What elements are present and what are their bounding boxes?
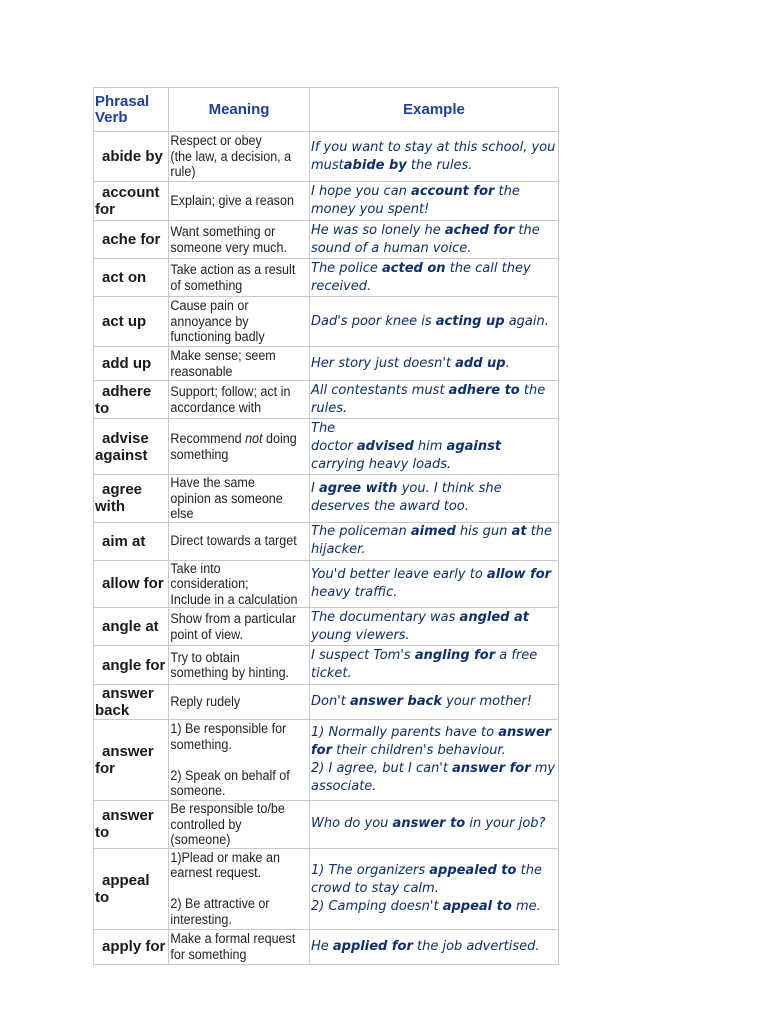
table-row [94, 419, 559, 475]
meaning-text: Recommend [169, 431, 245, 446]
meaning-line: (the law, a decision, a rule) [169, 148, 291, 180]
example-cell [310, 381, 559, 419]
table-row [94, 560, 559, 608]
example-sentence [311, 862, 557, 898]
meaning-cell [169, 182, 300, 221]
phrasal-verb-text: answer [102, 807, 154, 825]
example-cell [310, 848, 559, 929]
table-row [94, 297, 559, 347]
meaning-line: Cause pain or annoyance by functioning badly [169, 298, 265, 345]
example-text: doctor [311, 438, 357, 454]
table-row [94, 720, 559, 801]
example-phrasal-verb: applied for [332, 938, 413, 954]
meaning-cell [169, 720, 300, 801]
meaning-cell [169, 685, 300, 720]
phrasal-verb-text: answer [102, 685, 154, 702]
example-text: a free ticket. [311, 648, 538, 681]
example-cell [310, 801, 559, 849]
meaning-line: Support; follow; act in accordance with [169, 384, 290, 415]
example-phrasal-verb: answer back [350, 694, 442, 709]
meaning-cell [169, 522, 300, 560]
table-row [94, 646, 559, 685]
example-text: The [311, 420, 336, 436]
meaning-cell [169, 475, 300, 523]
example-text: the hijacker. [311, 524, 553, 557]
table-row [94, 381, 559, 419]
example-sentence [311, 382, 557, 418]
example-sentence [311, 724, 557, 760]
meaning-line: 1)Plead or make an earnest request. [169, 849, 280, 881]
meaning-line: Show from a particular point of view. [169, 611, 296, 642]
example-phrasal-verb: allow for [486, 566, 552, 582]
meaning-line [170, 431, 298, 462]
table-row [94, 608, 559, 646]
example-text: in your job? [465, 816, 546, 832]
table-body [94, 132, 559, 965]
example-phrasal-verb: at [511, 524, 527, 539]
meaning-cell [169, 848, 300, 929]
example-text: his gun [455, 524, 512, 539]
phrasal-verb-cell [94, 685, 169, 720]
example-text: Dad's poor knee is [311, 313, 436, 329]
meaning-emphasis: not [244, 431, 263, 446]
phrasal-verb-cell [94, 221, 169, 259]
example-phrasal-verb: advised [356, 438, 414, 454]
phrasal-verb-text: allow for [102, 575, 164, 593]
phrasal-verb-text: to [95, 824, 110, 842]
header-row [94, 88, 559, 132]
example-text: I hope you can [311, 184, 412, 199]
example-sentence [311, 938, 557, 956]
example-cell [310, 929, 559, 964]
phrasal-verb-cell [94, 522, 169, 560]
meaning-cell [169, 929, 300, 964]
example-sentence [311, 438, 557, 474]
meaning-cell [169, 560, 300, 608]
example-text: the rules. [311, 382, 546, 416]
example-phrasal-verb: against [446, 438, 502, 454]
phrasal-verb-text: for [95, 760, 115, 777]
example-text: If you want to stay at this school, you must [311, 139, 556, 173]
example-phrasal-verb: answer to [392, 816, 466, 832]
phrasal-verb-text: advise [102, 429, 149, 447]
meaning-line: Direct towards a target [169, 533, 297, 549]
example-text: Her story just doesn't [311, 355, 456, 371]
example-phrasal-verb: appeal to [442, 898, 512, 914]
meaning-line: 1) Be responsible for something. [169, 721, 286, 752]
example-text: the call they received. [311, 260, 531, 294]
phrasal-verb-text: act on [102, 269, 147, 286]
phrasal-verb-cell [94, 608, 169, 646]
meaning-cell [169, 646, 300, 685]
meaning-line: 2) Speak on behalf of someone. [169, 767, 290, 799]
example-text: you. I think she deserves the award too. [311, 481, 502, 515]
example-phrasal-verb: adhere to [448, 382, 520, 398]
example-text: I suspect Tom's [311, 648, 415, 663]
example-cell [310, 720, 559, 801]
example-cell [310, 522, 559, 560]
example-phrasal-verb: aimed [410, 524, 456, 539]
table-row [94, 801, 559, 849]
example-cell [310, 221, 559, 259]
example-text: young viewers. [311, 627, 410, 643]
phrasal-verb-text: to [95, 399, 110, 417]
phrasal-verb-cell [94, 475, 169, 523]
phrasal-verb-cell [94, 259, 169, 297]
example-text: The policeman [311, 524, 411, 539]
example-text: He [311, 938, 333, 954]
phrasal-verb-cell [94, 560, 169, 608]
meaning-cell [169, 801, 300, 849]
example-cell [310, 182, 559, 221]
meaning-line: Take into consideration; [169, 560, 249, 591]
example-text: their children's behaviour. [332, 743, 506, 758]
example-sentence [311, 760, 557, 796]
phrasal-verb-text: against [95, 446, 148, 464]
meaning-text: doing something [169, 431, 297, 462]
phrasal-verb-text: for [95, 201, 115, 218]
phrasal-verb-cell [94, 848, 169, 929]
example-sentence [311, 355, 557, 373]
example-cell [310, 475, 559, 523]
example-text: Who do you [311, 816, 393, 832]
phrasal-verb-text: appeal [102, 871, 150, 889]
phrasal-verb-text: answer [102, 743, 154, 760]
meaning-line [170, 752, 298, 768]
example-phrasal-verb: add up [455, 355, 506, 371]
phrasal-verb-text: angle for [102, 656, 166, 674]
example-text: me. [511, 898, 541, 914]
example-cell [310, 297, 559, 347]
example-text: The police [311, 260, 383, 276]
meaning-line: Reply rudely [169, 694, 240, 710]
example-text: your mother! [441, 694, 532, 709]
example-sentence [311, 260, 557, 296]
table-row [94, 522, 559, 560]
example-sentence [311, 523, 557, 559]
phrasal-verb-text: add up [102, 355, 152, 372]
example-text: The documentary was [311, 609, 460, 625]
example-text: heavy traffic. [311, 584, 398, 600]
meaning-line: Make a formal request for something [169, 931, 295, 962]
example-phrasal-verb: appealed to [429, 862, 517, 878]
example-text: 2) I agree, but I can't [311, 761, 453, 776]
example-phrasal-verb: answer for [452, 761, 531, 776]
example-sentence [311, 898, 557, 916]
phrasal-verb-text: ache for [102, 231, 161, 248]
phrasal-verb-text: apply for [102, 938, 166, 955]
table-row [94, 848, 559, 929]
phrasal-verb-cell [94, 419, 169, 475]
meaning-line: Respect or obey [169, 133, 262, 149]
example-text: Don't [311, 694, 351, 709]
meaning-line: Include in a calculation [169, 591, 297, 607]
phrasal-verb-text: back [95, 702, 130, 719]
meaning-cell [169, 608, 300, 646]
example-sentence [311, 313, 557, 331]
example-text: . [505, 355, 510, 371]
example-phrasal-verb: acting up [435, 313, 505, 329]
example-phrasal-verb: account for [411, 184, 495, 199]
phrasal-verb-cell [94, 347, 169, 381]
example-phrasal-verb: acted on [382, 260, 446, 276]
meaning-line: Try to obtain something by hinting. [169, 649, 289, 680]
phrasal-verb-text: agree [102, 481, 143, 499]
example-text: the rules. [406, 157, 473, 173]
example-phrasal-verb: abide by [343, 157, 407, 173]
phrasal-verb-text: with [95, 498, 125, 516]
example-sentence [311, 222, 557, 258]
phrasal-verb-text: act up [102, 313, 147, 330]
meaning-cell [169, 297, 300, 347]
table-row [94, 132, 559, 182]
phrasal-verb-text: to [95, 888, 110, 906]
example-cell [310, 259, 559, 297]
meaning-cell [169, 221, 300, 259]
example-text: You'd better leave early to [311, 566, 487, 582]
phrasal-verb-cell [94, 297, 169, 347]
example-text: the money you spent! [311, 184, 520, 217]
example-phrasal-verb: agree with [318, 481, 398, 497]
meaning-line: Have the same opinion as someone else [169, 475, 283, 521]
example-text: my associate. [311, 761, 556, 794]
header-phrasal-verb [94, 88, 169, 132]
meaning-line: Take action as a result of something [169, 262, 295, 293]
phrasal-verb-cell [94, 381, 169, 419]
example-sentence [311, 139, 557, 175]
table-row [94, 221, 559, 259]
example-sentence [311, 566, 557, 602]
example-text: All contestants must [311, 382, 449, 398]
example-cell [310, 347, 559, 381]
table-row [94, 182, 559, 221]
header-phrasal-verb-line: Verb [95, 108, 128, 126]
example-text: the crowd to stay calm. [311, 862, 542, 896]
example-phrasal-verb: answer for [311, 725, 552, 758]
phrasal-verb-cell [94, 929, 169, 964]
phrasal-verb-cell [94, 182, 169, 221]
meaning-cell [169, 419, 300, 475]
phrasal-verb-text: angle at [102, 618, 159, 635]
example-cell [310, 560, 559, 608]
example-sentence [311, 609, 557, 645]
meaning-cell [169, 132, 300, 182]
header-phrasal-verb-line: Phrasal [95, 92, 150, 110]
header-meaning: Meaning [169, 88, 310, 132]
phrasal-verb-cell [94, 720, 169, 801]
example-text: again. [504, 313, 549, 329]
table-row [94, 929, 559, 964]
meaning-cell [169, 259, 300, 297]
example-text: the job advertised. [412, 938, 540, 954]
example-sentence [311, 183, 557, 219]
meaning-line: Explain; give a reason [169, 193, 294, 209]
phrasal-verb-cell [94, 132, 169, 182]
example-text: He was so lonely he [311, 222, 445, 238]
phrasal-verb-text: aim at [102, 532, 146, 550]
table-row [94, 347, 559, 381]
phrasal-verb-text: adhere [102, 382, 152, 400]
example-cell [310, 608, 559, 646]
example-text: 1) Normally parents have to [311, 725, 499, 740]
example-cell [310, 685, 559, 720]
example-sentence [311, 420, 557, 438]
example-text: 2) Camping doesn't [311, 898, 443, 914]
phrasal-verb-cell [94, 646, 169, 685]
example-sentence [311, 815, 557, 833]
example-cell [310, 132, 559, 182]
table-row [94, 685, 559, 720]
header-example: Example [310, 88, 559, 132]
example-phrasal-verb: angled at [459, 609, 529, 625]
meaning-line: Make sense; seem reasonable [169, 348, 276, 379]
example-text: the sound of a human voice. [311, 222, 540, 256]
example-text: carrying heavy loads. [311, 456, 452, 472]
example-text: him [413, 438, 447, 454]
example-sentence [311, 647, 557, 683]
meaning-line [170, 881, 298, 897]
example-phrasal-verb: ached for [444, 222, 515, 238]
meaning-line: Want something or someone very much. [169, 224, 287, 255]
table-row [94, 475, 559, 523]
meaning-line: Be responsible to/be controlled by (someone) [169, 801, 285, 847]
phrasal-verbs-table [93, 87, 559, 965]
example-phrasal-verb: angling for [414, 648, 496, 663]
meaning-cell [169, 347, 300, 381]
meaning-line: 2) Be attractive or interesting. [169, 896, 269, 927]
example-sentence [311, 693, 557, 711]
phrasal-verb-text: account [102, 184, 160, 201]
phrasal-verb-cell [94, 801, 169, 849]
meaning-cell [169, 381, 300, 419]
example-cell [310, 419, 559, 475]
example-cell [310, 646, 559, 685]
table-row [94, 259, 559, 297]
phrasal-verb-text: abide by [102, 148, 163, 165]
example-text: 1) The organizers [311, 862, 430, 878]
example-text: I [311, 481, 319, 497]
example-sentence [311, 480, 557, 516]
